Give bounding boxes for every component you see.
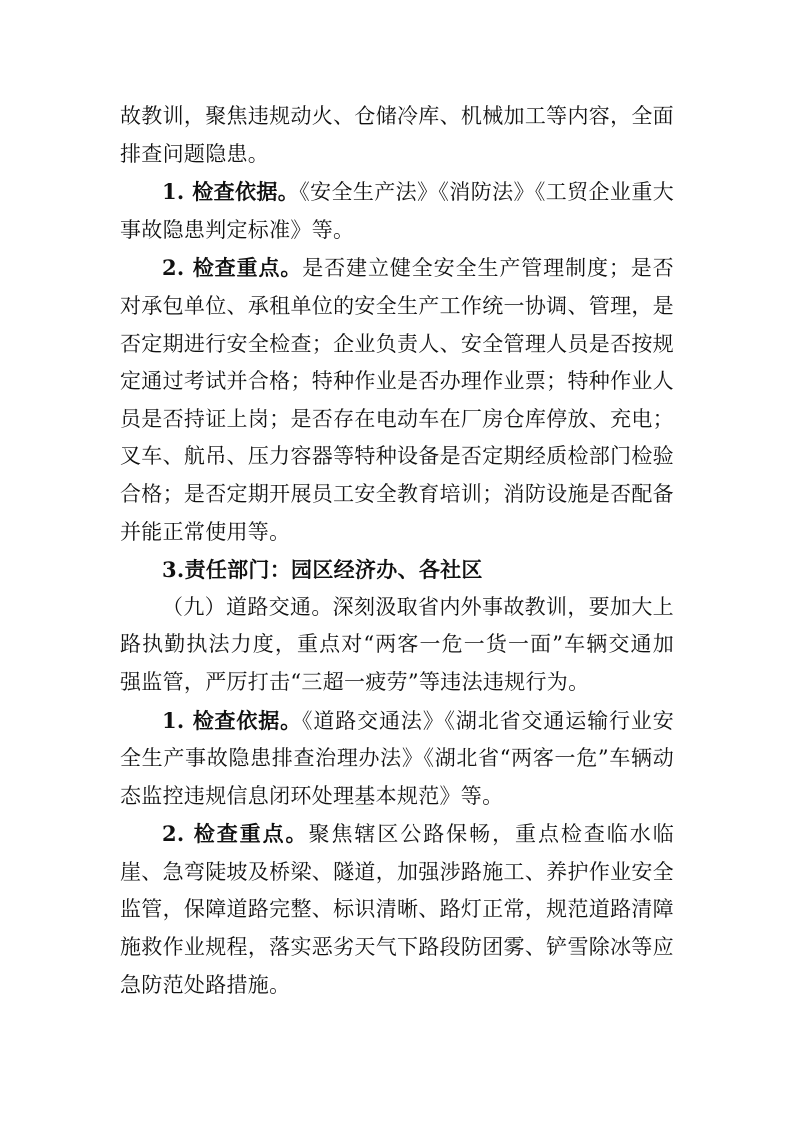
paragraph-road-traffic	[120, 589, 674, 702]
paragraph-label: （九）道路交通。	[162, 594, 333, 619]
paragraph-text: 《安全生产法》《消防法》《工贸企业重大事故隐患判定标准》等。	[120, 180, 675, 242]
paragraph-continuation	[120, 98, 674, 173]
paragraph-inspection-basis-1	[120, 173, 674, 249]
responsible-department-heading: 3.责任部门：园区经济办、各社区	[162, 557, 483, 583]
paragraph-text: 深刻汲取省内外事故教训，要加大上路执勤执法力度，重点对“两客一危一货一面”车辆交通加强监管，严厉打击“三超一疲劳”等违法违规行为。	[120, 594, 674, 694]
paragraph-text: 故教训，聚焦违规动火、仓储冷库、机械加工等内容，全面排查问题隐患。	[120, 104, 674, 166]
paragraph-inspection-focus-1	[120, 249, 674, 551]
paragraph-label: 1. 检查依据。	[162, 707, 303, 733]
paragraph-label: 1. 检查依据。	[162, 179, 300, 205]
paragraph-inspection-focus-2	[120, 815, 674, 1004]
paragraph-text: 《道路交通法》《湖北省交通运输行业安全生产事故隐患排查治理办法》《湖北省“两客一危”车辆动态监控违规信息闭环处理基本规范》等。	[120, 708, 674, 808]
paragraph-text: 聚焦辖区公路保畅，重点检查临水临崖、急弯陡坡及桥梁、隧道，加强涉路施工、养护作业安全监管，保障道路完整、标识清晰、路灯正常，规范道路清障施救作业规程，落实恶劣天气下路段防团雾、铲雪除冰等应急防范处路措施。	[120, 822, 674, 997]
paragraph-inspection-basis-2	[120, 702, 674, 816]
paragraph-label: 2. 检查重点。	[162, 255, 303, 281]
document-page	[120, 98, 674, 1004]
paragraph-label: 2. 检查重点。	[162, 821, 309, 847]
paragraph-text: 是否建立健全安全生产管理制度；是否对承包单位、承租单位的安全生产工作统一协调、管理，是否定期进行安全检查；企业负责人、安全管理人员是否按规定通过考试并合格；特种作业是否办理作业票；特种作业人员是否持证上岗；是否存在电动车在厂房仓库停放、充电；叉车、航吊、压力容器等特种设备是否定期经质检部门检验合格；是否定期开展员工安全教育培训；消防设施是否配备并能正常使用等。	[120, 256, 674, 544]
